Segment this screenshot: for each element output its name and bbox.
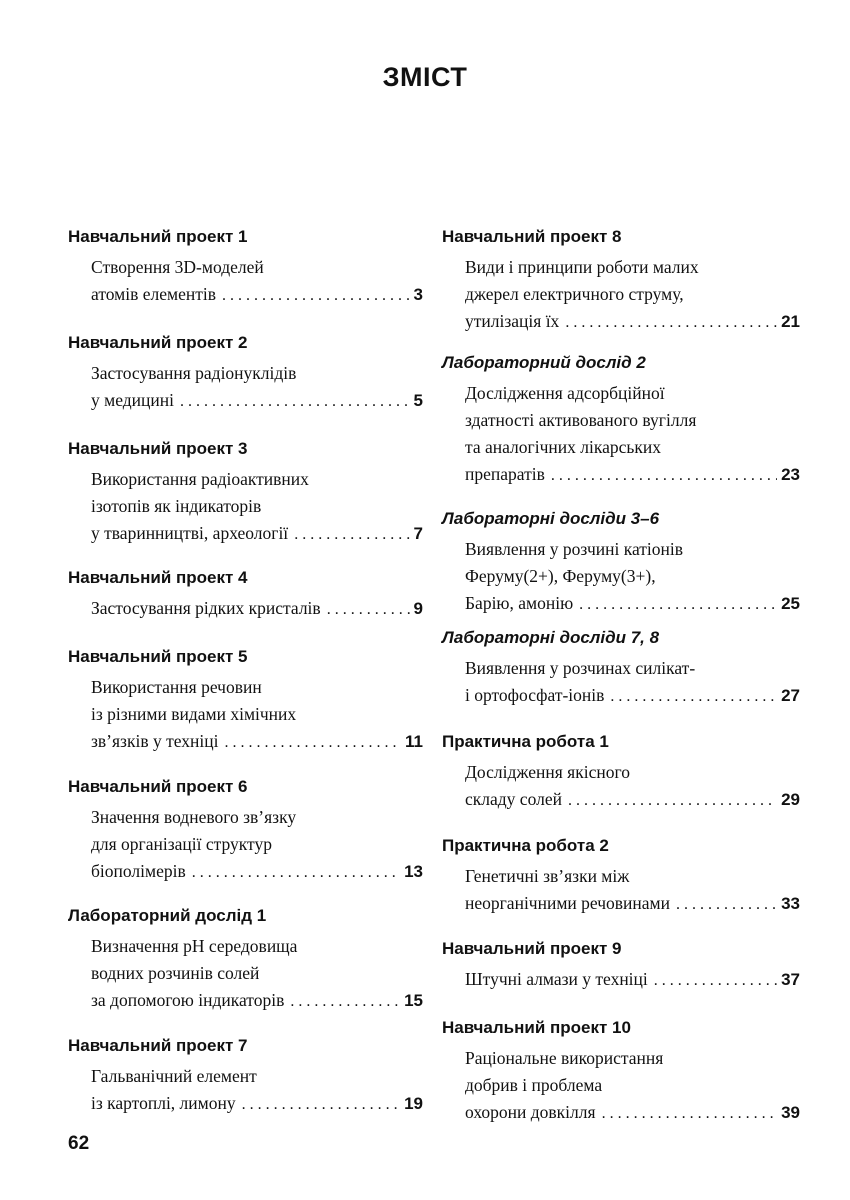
toc-entry[interactable] (68, 804, 423, 885)
dot-leader (218, 729, 401, 756)
entry-last-line (465, 590, 800, 617)
section-heading: Практична робота 1 (442, 732, 609, 751)
dot-leader (604, 683, 777, 710)
dot-leader (596, 1100, 778, 1127)
toc-section (442, 352, 800, 488)
entry-last-line (465, 461, 800, 488)
entry-page-number: 9 (413, 599, 423, 618)
toc-entry[interactable] (68, 254, 423, 308)
section-heading: Лабораторний дослід 2 (442, 353, 646, 372)
section-heading: Навчальний проект 8 (442, 227, 622, 246)
entry-last-line (465, 786, 800, 813)
entry-line: Виявлення у розчині катіонів (465, 539, 684, 559)
section-heading: Навчальний проект 1 (68, 227, 248, 246)
toc-section (442, 1017, 800, 1126)
toc-section (68, 776, 423, 885)
toc-entry[interactable] (68, 466, 423, 547)
entry-line: ізотопів як індикаторів (91, 496, 262, 516)
entry-line: із різними видами хімічних (91, 704, 297, 724)
dot-leader (573, 591, 777, 618)
entry-last-line (465, 682, 800, 709)
entry-line: зв’язків у техніці (91, 731, 219, 751)
section-heading: Лабораторний дослід 1 (68, 906, 267, 925)
entry-page-number: 5 (413, 391, 423, 410)
entry-line: Раціональне використання (465, 1048, 664, 1068)
section-heading: Навчальний проект 3 (68, 439, 248, 458)
toc-entry[interactable] (68, 933, 423, 1014)
entry-last-line (91, 858, 423, 885)
dot-leader (562, 787, 777, 814)
section-heading: Лабораторні досліди 3–6 (442, 509, 660, 528)
dot-leader (216, 282, 410, 309)
section-heading: Навчальний проект 5 (68, 647, 248, 666)
toc-section (68, 646, 423, 755)
entry-last-line (91, 987, 423, 1014)
entry-last-line (91, 1090, 423, 1117)
toc-entry[interactable] (442, 380, 800, 488)
section-heading: Навчальний проект 2 (68, 333, 248, 352)
dot-leader (186, 859, 400, 886)
entry-line: Визначення pH середовища (91, 936, 298, 956)
entry-line: Барію, амонію (465, 593, 574, 613)
entry-line: водних розчинів солей (91, 963, 260, 983)
entry-line: Використання радіоактивних (91, 469, 309, 489)
entry-last-line (465, 966, 800, 993)
entry-page-number: 11 (405, 732, 423, 751)
entry-line: Використання речовин (91, 677, 262, 697)
toc-section (68, 332, 423, 414)
entry-line: складу солей (465, 789, 562, 809)
entry-line: добрив і проблема (465, 1075, 603, 1095)
entry-page-number: 33 (781, 894, 800, 913)
toc-section (442, 226, 800, 335)
entry-line: у медицині (91, 390, 174, 410)
section-heading: Практична робота 2 (442, 836, 609, 855)
entry-line: Виявлення у розчинах силікат- (465, 658, 696, 678)
entry-page-number: 3 (413, 285, 423, 304)
toc-section (442, 508, 800, 617)
entry-page-number: 25 (781, 594, 800, 613)
entry-last-line (91, 520, 423, 547)
entry-line: для організації структур (91, 834, 272, 854)
entry-last-line (91, 595, 423, 622)
entry-line: здатності активованого вугілля (465, 410, 697, 430)
entry-last-line (465, 890, 800, 917)
section-heading: Навчальний проект 9 (442, 939, 622, 958)
section-heading: Навчальний проект 7 (68, 1036, 248, 1055)
toc-section (442, 835, 800, 917)
toc-entry[interactable] (68, 360, 423, 414)
entry-line: Створення 3D-моделей (91, 257, 264, 277)
entry-page-number: 19 (404, 1094, 423, 1113)
toc-entry[interactable] (442, 254, 800, 335)
dot-leader (174, 388, 410, 415)
entry-last-line (91, 387, 423, 414)
toc-section (68, 1035, 423, 1117)
toc-entry[interactable] (68, 1063, 423, 1117)
toc-entry[interactable] (442, 863, 800, 917)
entry-line: у тваринництві, археології (91, 523, 289, 543)
dot-leader (670, 891, 777, 918)
entry-last-line (465, 1099, 800, 1126)
entry-line: атомів елементів (91, 284, 216, 304)
entry-page-number: 27 (781, 686, 800, 705)
section-heading: Навчальний проект 6 (68, 777, 248, 796)
dot-leader (545, 462, 777, 489)
entry-line: охорони довкілля (465, 1102, 596, 1122)
entry-line: за допомогою індикаторів (91, 990, 285, 1010)
section-heading: Навчальний проект 4 (68, 568, 248, 587)
entry-page-number: 29 (781, 790, 800, 809)
entry-page-number: 7 (413, 524, 423, 543)
toc-entry[interactable] (442, 966, 800, 993)
entry-page-number: 37 (781, 970, 800, 989)
section-heading: Навчальний проект 10 (442, 1018, 631, 1037)
toc-section (68, 905, 423, 1014)
toc-section (442, 627, 800, 709)
toc-entry[interactable] (442, 536, 800, 617)
entry-line: Генетичні зв’язки між (465, 866, 630, 886)
entry-last-line (465, 308, 800, 335)
entry-line: Дослідження якісного (465, 762, 630, 782)
toc-entry[interactable] (442, 655, 800, 709)
entry-line: Застосування радіонуклідів (91, 363, 297, 383)
toc-section (68, 226, 423, 308)
entry-line: неорганічними речовинами (465, 893, 670, 913)
dot-leader (559, 309, 777, 336)
entry-line: Феруму(2+), Феруму(3+), (465, 566, 656, 586)
entry-page-number: 15 (404, 991, 423, 1010)
entry-line: Види і принципи роботи малих (465, 257, 699, 277)
toc-entry[interactable] (442, 1045, 800, 1126)
entry-page-number: 39 (781, 1103, 800, 1122)
toc-entry[interactable] (68, 595, 423, 622)
dot-leader (288, 521, 409, 548)
entry-line: Значення водневого зв’язку (91, 807, 297, 827)
toc-section (442, 938, 800, 993)
toc-entry[interactable] (68, 674, 423, 755)
entry-line: препаратів (465, 464, 545, 484)
entry-line: Застосування рідких кристалів (91, 598, 321, 618)
entry-line: біополімерів (91, 861, 186, 881)
dot-leader (321, 596, 410, 623)
entry-line: і ортофосфат-іонів (465, 685, 605, 705)
toc-section (68, 567, 423, 622)
entry-line: із картоплі, лимону (91, 1093, 236, 1113)
entry-line: Штучні алмази у техніці (465, 969, 648, 989)
entry-line: утилізація їх (465, 311, 560, 331)
dot-leader (648, 967, 777, 994)
entry-line: джерел електричного струму, (465, 284, 684, 304)
entry-line: Гальванічний елемент (91, 1066, 257, 1086)
entry-last-line (91, 728, 423, 755)
page-title: ЗМІСТ (382, 62, 468, 92)
page-number: 62 (68, 1133, 90, 1154)
entry-page-number: 13 (404, 862, 423, 881)
entry-line: та аналогічних лікарських (465, 437, 661, 457)
entry-line: Дослідження адсорбційної (465, 383, 665, 403)
dot-leader (236, 1091, 400, 1118)
entry-page-number: 21 (781, 312, 800, 331)
entry-page-number: 23 (781, 465, 800, 484)
toc-section (68, 438, 423, 547)
entry-last-line (91, 281, 423, 308)
toc-entry[interactable] (442, 759, 800, 813)
dot-leader (284, 988, 400, 1015)
toc-section (442, 731, 800, 813)
section-heading: Лабораторні досліди 7, 8 (442, 628, 660, 647)
